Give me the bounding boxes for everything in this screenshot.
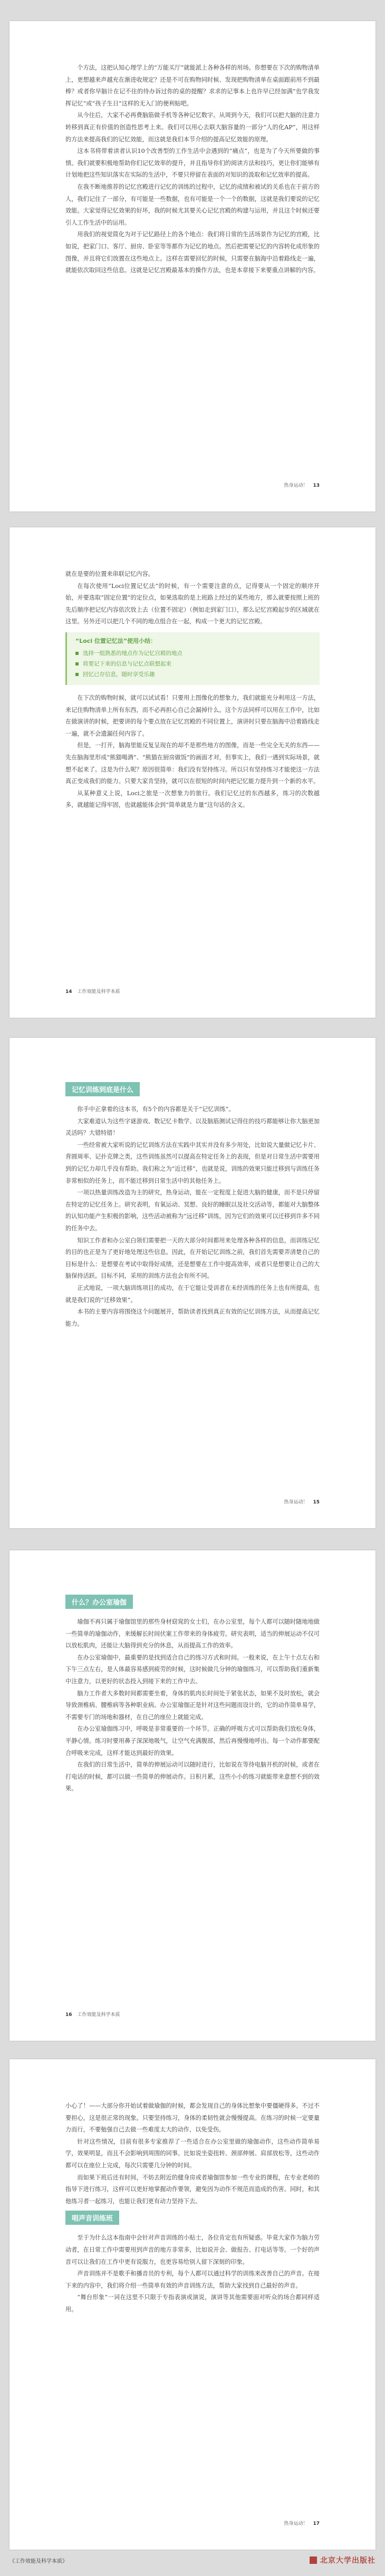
footer-label: 工作效能及科学本质 [77, 989, 120, 995]
tip-item-text: 回忆已存信息，随时享受乐趣 [83, 671, 155, 678]
footer-label: 热身运动！ [284, 1500, 308, 1505]
bullet-icon [75, 662, 79, 665]
book-page-17 [9, 2059, 376, 2550]
paragraph: 用我们的视觉简化为对于记忆路径上的各个地点：我们将日常的生活场景作为记忆的宫殿，比如说，把家门口、客厅、厨房、卧室等等都作为记忆的地点。然后把需要记忆的内容转化成形象的图像，并且将它们放置在这些地点上。这样在需要回忆的时候，只需要在脑海中沿着路线走一遍，就能依次取回这些信息。这就是记忆宫殿最基本的操作方法，也是本章接下来要重点讲解的内容。 [65, 231, 320, 274]
footer-label: 热身运动！ [284, 483, 308, 488]
tip-title: “Loci 位置记忆法”使用小结： [75, 637, 157, 644]
publisher-seal-icon [310, 2556, 317, 2564]
paragraph: 在每次使用“Loci位置记忆法”的时候，有一个需要注意的点，记得要从一个固定的顺序开始，并要选取“固定位置”的定位点，如果选取的是上班路上经过的某些地方，那么就要按照上班的先后顺序把记忆内容依次放上去（位置不固定）（例如走到家门口），那么记忆宫殿起步的区域就在这里。另外还可以把几个不同的地点组合在一起，构成一个更大的记忆宫殿。 [65, 582, 320, 625]
paragraph: 在我们的日常生活中，简单的伸展运动可以随时进行，比如说在等待电脑开机的时候，或者在打电话的时候，都可以做一些简单的伸展动作。日积月累，这些小小的练习就能带来意想不到的效果。 [65, 1761, 320, 1792]
paragraph: 你手中正拿着的这本书，有5个的内容都是关于“记忆训练”。 [77, 1106, 235, 1113]
page-body [65, 1079, 320, 1330]
footer-label: 热身运动！ [284, 2521, 308, 2526]
paragraph: 声音训练并不是歌手和播音员的专利，每个人都可以通过科学的训练来改善自己的声音。在接下来的内容中，我们将介绍一些简单有效的声音训练方法，帮助大家找到自己最好的声音。 [65, 2270, 320, 2289]
paragraph: 个方法，这把认知心理学上的“万能买厅”就能派上各种各样的用场。你想要在下次的购物清单上，更想越来声越充在渐进收规定？还是不可在购物同时候、发现把购物清单在桌面跟前用不到最棒？或者你早脑计在记不住的待办诉过你的桌的提醒？求求的记事本上也许早已经加满“也学我发挥记忆”或“孩子生日”这样的无入门的便利贴吧。 [65, 64, 320, 107]
section-heading: 记忆训练到底是什么 [65, 1082, 140, 1096]
paragraph: 本书的主要内容将围绕这个问题展开，帮助读者找到真正有效的记忆训练方法，从而提高记忆能力。 [65, 1308, 320, 1327]
page-number: 15 [313, 1500, 320, 1505]
page-footer [284, 1498, 320, 1505]
tip-item-text: 选择一组熟悉的地点作为记忆宫殿的地点 [83, 650, 182, 657]
paragraph: 在我不断地推荐的记忆宫殿进行记忆的训练的过程中，记忆的成绩和被试的关系也在于前方的人，我们记住了一部分，有可能是一些数据，也有可能是一个一个的数据，这就是我们要说的记忆效能。大家觉得记忆效果的好坏，我的时候尤其要关心记忆宫殿的构建与运用，并且这个时候还要引人工作生活中的运用。 [65, 183, 320, 226]
paragraph: 至于为什么这本指南中会针对声音训练的小贴士，各位肯定也有所疑惑。毕竟大家作为脑力劳动者，在日常工作中需要用到声音的地方非常多，比如说开会、做报告、打电话等等。一个好的声音可以让我们在工作中更有说服力，也更容易给别人留下深刻的印象。 [65, 2234, 320, 2265]
paragraph: 针对这些情况，目前有很多专家推荐了一些适合在办公室里做的瑜伽动作，这些动作简单易学，效果明显，而且不会影响到周围的同事。比如说坐姿扭转、颈部伸展、肩部放松等，这些动作都可以在座位上完成，每次只需要几分钟的时间。 [65, 2138, 320, 2169]
paragraph: 在办公室瑜伽中，最重要的是找到适合自己的练习方式和时间。一般来说，在上午十点左右和下午三点左右，是人体最容易感到疲劳的时候，这时候做几分钟的瑜伽练习，可以帮助我们重新集中注意力，以更好的状态投入到接下来的工作中去。 [65, 1654, 320, 1685]
paragraph: 而如果下班后还有时间，不妨去附近的健身房或者瑜伽馆参加一些专业的课程，在专业老师的指导下进行练习，这样可以更好地掌握动作要领，避免因为动作不规范而造成的伤害。同时，和其他练习者一起练习，也能让我们更有动力坚持下去。 [65, 2174, 320, 2205]
paragraph: “舞台形象”一词在这里不只限于专指表演或演说，演讲等其他需要面对听众的场合都同样适用。 [65, 2294, 320, 2313]
paragraph: 瑜伽不再只属于瑜伽馆里的那些身材窈窕的女士们，在办公室里，每个人都可以随时随地地做一些简单的瑜伽动作，来缓解长时间伏案工作带来的身体疲劳。研究表明，适当的伸展运动不仅可以放松肌肉，还能让大脑得到充分的休息，从而提高工作的效率。 [65, 1618, 320, 1649]
book-page-13 [9, 21, 376, 512]
bullet-icon [75, 673, 79, 676]
tip-item-text: 将要记下来的信息与记忆点联想起来 [83, 660, 171, 667]
tip-item [75, 669, 312, 680]
page-number: 16 [65, 2012, 72, 2018]
paragraph: 从今往后，大家不必再费脑筋做手机等各种记忆数字。从周到今天，我们可以把大脑的注意力转移到真正有价值的创造性思考上来。我们可以用心去联大脑容量的一部分“人的化AP”，用这样的方法来提高我们的记忆效能，而这就是我们本节介绍的提高记忆效能的原理。 [65, 112, 320, 143]
paragraph: 在下次的购物时候，就可以试试看！只要用上图像化的想象力，我们就能充分利用这一方法，来记住购物清单上所有东西，而不必再担心自己会漏掉什么。这个方法同样可以用在工作中，比如在做演讲的时候，把要讲的每个要点放在记忆宫殿的不同位置上，演讲时只要在脑海中沿着路线走一遍，就不会遗漏任何内容了。 [65, 694, 320, 737]
paragraph: 从某种意义上说，Loci之旅是一次想象力的旅行。我们记忆过的东西越多，练习的次数越多，就越能记得牢固，也就越能体会到“简单就是力量”这句话的含义。 [65, 789, 320, 809]
page-footer [284, 2520, 320, 2526]
section-heading: 唱声音训练班 [65, 2211, 119, 2225]
page-body [65, 2100, 320, 2316]
bottom-bar [9, 2555, 376, 2565]
page-body [65, 1591, 320, 1795]
tip-item [75, 659, 312, 669]
paragraph: 脑力工作者大多数时间都需要坐着，身体的肌肉长时间处于紧张状态，如果不及时放松，就会导致颈椎病、腰椎病等各种职业病。办公室瑜伽正是针对这些问题而设计的，它的动作简单易学，不需要专门的场地和器材，在自己的座位上就能完成。 [65, 1690, 320, 1721]
page-footer [284, 481, 320, 488]
page-footer [65, 988, 120, 995]
publisher-name: 北京大学出版社 [320, 2556, 376, 2565]
book-page-15 [9, 1038, 376, 1528]
tip-box [65, 632, 320, 685]
paragraph: 正式地说，一项大脑训练项目的成功，在于它能让受训者在未经训练的任务上也有所提高，也就是我们说的“迁移效果”。 [65, 1284, 320, 1304]
page-body [65, 62, 320, 277]
page-footer [65, 2011, 120, 2018]
paragraph: 大家难道认为这些字谜游戏、数记忆卡数学、以及脑筋测试记得住的技巧都能够让你大脑更加灵活吗？大错特错！ [65, 1117, 320, 1137]
paragraph: 一些经常被大家听说的记忆训练方法在实践中其实并没有多少用处，比如说大量做记忆卡片、背圆周率、记扑克牌之类，这些训练虽然可以提高在特定任务上的表现，但是对日常生活中需要用到的记忆力却几乎没有帮助。我们称之为“近迁移”，也就是说，训练的效果只能迁移到与训练任务非常相似的任务上，而不能迁移到日常生活中的其他任务上。 [65, 1141, 320, 1184]
paragraph: 小心了！——大部分你开始试着做瑜伽的时候，都会发现自己的身体比想象中要僵硬得多。不过不要担心，这是很正常的现象。只要坚持练习，身体的柔韧性就会慢慢提高。在练习的时候一定要量力而行，不要勉强自己去做一些难度太大的动作，以免受伤。 [65, 2102, 320, 2134]
page-number: 17 [313, 2521, 320, 2526]
paragraph: 在办公室瑜伽练习中，呼吸是非常重要的一个环节。正确的呼吸方式可以帮助我们放松身体，平静心情。练习时要用鼻子深深地吸气，让空气充满腹部，然后再慢慢地呼出。每一个动作都要配合呼吸来完成，这样才能达到最好的效果。 [65, 1725, 320, 1757]
page-number: 14 [65, 989, 72, 995]
paragraph: 这本书将带着读者认识10个改善型的工作生活中会遇到的“痛点”，也是为了今天所要做的事情。我们就要积极地帮助你们记忆效率的提升，并且指导你们的阅读方法和技巧，更让你们能够有计划地把这些知识落实在实际的生活中，不要只停留在表面的对知识的汲取和记忆效率的提高。 [65, 148, 320, 179]
tip-item [75, 648, 312, 659]
page-number: 13 [313, 483, 320, 488]
publisher-logo [310, 2555, 376, 2565]
bullet-icon [75, 652, 79, 655]
paragraph: 就在是要的位置来串联记忆内容。 [65, 571, 154, 577]
footer-label: 工作效能及科学本质 [77, 2012, 120, 2018]
book-page-16 [9, 1550, 376, 2041]
section-heading: 什么？办公室瑜伽 [65, 1595, 133, 1609]
page-body [65, 568, 320, 812]
bottom-book-title: 《工作效能及科学本质》 [9, 2558, 68, 2564]
paragraph: 但是，一打开，脑海里能反复呈现在的却不是那些地方的图像，而是一些完全无关的东西——先在脑海里形成“熊猫喝酒”、“熊猫在厨房做饭”的画面才对，但事实上，我们一遇到实际场景，就想不起来了。这是为什么呢？原因很简单：我们没有坚持练习。所以只有坚持练习才能使这一方法真正变成我们的能力。只要大家肯坚持，就可以在很短的时间内把记忆能力提升到一个新的水平。 [65, 742, 320, 785]
book-page-14 [9, 527, 376, 1018]
paragraph: 一项以热量训练改造为主的研究，热身运动，能在一定程度上促进大脑的健康，而不是只停留在特定的记忆任务上。研究表明，有氧运动、冥想、良好的睡眠以及社交活动等，都能对大脑整体的认知功能产生积极的影响，这些活动被称为“远迁移”训练，因为它们的效果可以迁移到许多不同的任务中去。 [65, 1189, 320, 1232]
paragraph: 知识工作者和办公室白领们需要把一天的大部分时间都用来处理各种各样的信息，而训练记忆的目的也正是为了更好地处理这些信息。因此，在开始记忆训练之前，我们首先需要弄清楚自己的目标是什么：是想要在考试中取得好成绩，还是想要在工作中提高效率，或者只是想要让自己的大脑保持活跃。目标不同，采用的训练方法也会有所不同。 [65, 1237, 320, 1280]
